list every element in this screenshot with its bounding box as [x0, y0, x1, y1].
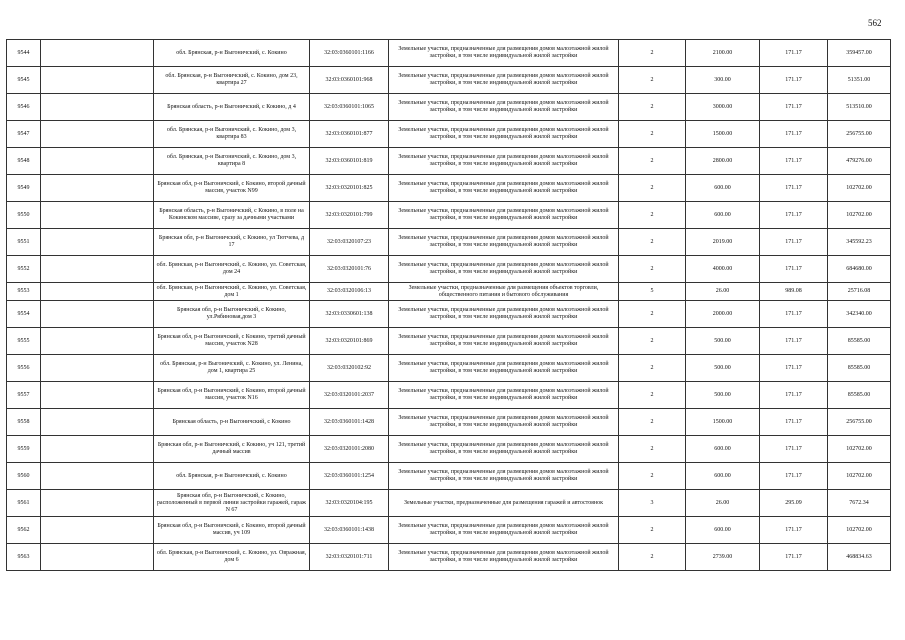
- table-row: [7, 175, 891, 202]
- specific-value-cell: 171.17: [760, 382, 828, 409]
- area-cell: 2739.00: [686, 544, 760, 571]
- row-number: 9549: [7, 175, 41, 202]
- table-row: [7, 121, 891, 148]
- table-row: [7, 517, 891, 544]
- cadastral-number-cell: 32:03:0320101:825: [310, 175, 389, 202]
- row-number: 9563: [7, 544, 41, 571]
- group-cell: 2: [619, 40, 686, 67]
- cadastral-number-cell: 32:03:0320107:23: [310, 229, 389, 256]
- blank-cell: [41, 283, 154, 301]
- group-cell: 2: [619, 409, 686, 436]
- blank-cell: [41, 67, 154, 94]
- group-cell: 2: [619, 121, 686, 148]
- specific-value-cell: 171.17: [760, 355, 828, 382]
- address-cell: обл. Брянская, р-н Выгоничский, с. Кокино, дом 23, квартира 27: [154, 67, 310, 94]
- address-cell: Брянская обл, р-н Выгоничский, с Кокино, второй дачный массив, уч 109: [154, 517, 310, 544]
- blank-cell: [41, 256, 154, 283]
- table-row: [7, 409, 891, 436]
- group-cell: 3: [619, 490, 686, 517]
- cadastral-number-cell: 32:03:0360101:968: [310, 67, 389, 94]
- land-use-cell: Земельные участки, предназначенные для размещения домов малоэтажной жилой застройки, в том числе индивидуальной жилой застройки: [389, 202, 619, 229]
- address-cell: обл. Брянская, р-н Выгоничский, с. Кокино, дом 3, квартира 83: [154, 121, 310, 148]
- land-use-cell: Земельные участки, предназначенные для размещения домов малоэтажной жилой застройки, в том числе индивидуальной жилой застройки: [389, 382, 619, 409]
- blank-cell: [41, 94, 154, 121]
- area-cell: 2019.00: [686, 229, 760, 256]
- blank-cell: [41, 544, 154, 571]
- specific-value-cell: 171.17: [760, 301, 828, 328]
- group-cell: 2: [619, 148, 686, 175]
- table-body: [7, 40, 891, 571]
- cadastral-number-cell: 32:03:0330601:138: [310, 301, 389, 328]
- land-use-cell: Земельные участки, предназначенные для размещения домов малоэтажной жилой застройки, в том числе индивидуальной жилой застройки: [389, 148, 619, 175]
- row-number: 9547: [7, 121, 41, 148]
- row-number: 9559: [7, 436, 41, 463]
- area-cell: 500.00: [686, 355, 760, 382]
- group-cell: 2: [619, 382, 686, 409]
- cadastral-number-cell: 32:03:0360101:1254: [310, 463, 389, 490]
- area-cell: 600.00: [686, 175, 760, 202]
- area-cell: 600.00: [686, 436, 760, 463]
- address-cell: обл. Брянская, р-н Выгоничский, с. Кокино, ул. Советская, дом 24: [154, 256, 310, 283]
- address-cell: Брянская обл, р-н Выгоничский, с Кокино, второй дачный массив, участок N99: [154, 175, 310, 202]
- row-number: 9553: [7, 283, 41, 301]
- group-cell: 2: [619, 67, 686, 94]
- address-cell: Брянская область, р-н Выгоничский, с Кокино, д 4: [154, 94, 310, 121]
- blank-cell: [41, 355, 154, 382]
- land-use-cell: Земельные участки, предназначенные для размещения домов малоэтажной жилой застройки, в том числе индивидуальной жилой застройки: [389, 301, 619, 328]
- blank-cell: [41, 328, 154, 355]
- table-row: [7, 436, 891, 463]
- cadastral-value-cell: 256755.00: [828, 121, 891, 148]
- cadastral-number-cell: 32:03:0320102:92: [310, 355, 389, 382]
- table-row: [7, 40, 891, 67]
- blank-cell: [41, 40, 154, 67]
- group-cell: 2: [619, 175, 686, 202]
- area-cell: 300.00: [686, 67, 760, 94]
- table-row: [7, 283, 891, 301]
- area-cell: 3000.00: [686, 94, 760, 121]
- row-number: 9545: [7, 67, 41, 94]
- table-row: [7, 355, 891, 382]
- address-cell: Брянская обл, р-н Выгоничский, с Кокино, ул Тютчева, д 17: [154, 229, 310, 256]
- land-use-cell: Земельные участки, предназначенные для размещения домов малоэтажной жилой застройки, в том числе индивидуальной жилой застройки: [389, 40, 619, 67]
- address-cell: обл. Брянская, р-н Выгоничский, с. Кокино, ул. Ленина, дом 1, квартира 25: [154, 355, 310, 382]
- cadastral-value-cell: 359457.00: [828, 40, 891, 67]
- specific-value-cell: 171.17: [760, 202, 828, 229]
- row-number: 9544: [7, 40, 41, 67]
- cadastral-number-cell: 32:03:0320106:13: [310, 283, 389, 301]
- cadastral-value-cell: 513510.00: [828, 94, 891, 121]
- address-cell: Брянская область, р-н Выгоничский, с Кокино: [154, 409, 310, 436]
- blank-cell: [41, 517, 154, 544]
- specific-value-cell: 171.17: [760, 409, 828, 436]
- address-cell: Брянская обл, р-н Выгоничский, с Кокино, уч 121, третий дачный массив: [154, 436, 310, 463]
- specific-value-cell: 171.17: [760, 94, 828, 121]
- group-cell: 2: [619, 229, 686, 256]
- land-use-cell: Земельные участки, предназначенные для размещения домов малоэтажной жилой застройки, в том числе индивидуальной жилой застройки: [389, 436, 619, 463]
- blank-cell: [41, 409, 154, 436]
- table-row: [7, 256, 891, 283]
- cadastral-number-cell: 32:03:0360101:1065: [310, 94, 389, 121]
- area-cell: 26.00: [686, 283, 760, 301]
- land-use-cell: Земельные участки, предназначенные для размещения гаражей и автостоянок: [389, 490, 619, 517]
- land-use-cell: Земельные участки, предназначенные для размещения домов малоэтажной жилой застройки, в том числе индивидуальной жилой застройки: [389, 355, 619, 382]
- area-cell: 500.00: [686, 382, 760, 409]
- area-cell: 4000.00: [686, 256, 760, 283]
- row-number: 9552: [7, 256, 41, 283]
- land-use-cell: Земельные участки, предназначенные для размещения домов малоэтажной жилой застройки, в том числе индивидуальной жилой застройки: [389, 328, 619, 355]
- cadastral-value-cell: 342340.00: [828, 301, 891, 328]
- address-cell: обл. Брянская, р-н Выгоничский, с. Кокино: [154, 463, 310, 490]
- cadastral-value-cell: 468834.63: [828, 544, 891, 571]
- table-row: [7, 544, 891, 571]
- address-cell: Брянская обл, р-н Выгоничский, с Кокино, третий дачный массив, участок N28: [154, 328, 310, 355]
- area-cell: 1500.00: [686, 121, 760, 148]
- table-row: [7, 229, 891, 256]
- table-row: [7, 148, 891, 175]
- cadastral-value-cell: 479276.00: [828, 148, 891, 175]
- area-cell: 2000.00: [686, 301, 760, 328]
- cadastral-number-cell: 32:03:0320104:195: [310, 490, 389, 517]
- specific-value-cell: 295.09: [760, 490, 828, 517]
- cadastral-number-cell: 32:03:0360101:1428: [310, 409, 389, 436]
- specific-value-cell: 171.17: [760, 175, 828, 202]
- area-cell: 1500.00: [686, 409, 760, 436]
- cadastral-value-cell: 102702.00: [828, 517, 891, 544]
- table-row: [7, 382, 891, 409]
- specific-value-cell: 171.17: [760, 544, 828, 571]
- land-use-cell: Земельные участки, предназначенные для размещения объектов торговли, общественного питания и бытового обслуживания: [389, 283, 619, 301]
- land-use-cell: Земельные участки, предназначенные для размещения домов малоэтажной жилой застройки, в том числе индивидуальной жилой застройки: [389, 67, 619, 94]
- land-use-cell: Земельные участки, предназначенные для размещения домов малоэтажной жилой застройки, в том числе индивидуальной жилой застройки: [389, 463, 619, 490]
- cadastral-number-cell: 32:03:0360101:1438: [310, 517, 389, 544]
- address-cell: Брянская обл, р-н Выгоничский, с Кокино, ул.Рябиновая,дом 3: [154, 301, 310, 328]
- group-cell: 2: [619, 94, 686, 121]
- land-use-cell: Земельные участки, предназначенные для размещения домов малоэтажной жилой застройки, в том числе индивидуальной жилой застройки: [389, 229, 619, 256]
- row-number: 9556: [7, 355, 41, 382]
- table-row: [7, 301, 891, 328]
- blank-cell: [41, 148, 154, 175]
- row-number: 9550: [7, 202, 41, 229]
- row-number: 9560: [7, 463, 41, 490]
- cadastral-number-cell: 32:03:0320101:869: [310, 328, 389, 355]
- land-use-cell: Земельные участки, предназначенные для размещения домов малоэтажной жилой застройки, в том числе индивидуальной жилой застройки: [389, 544, 619, 571]
- land-use-cell: Земельные участки, предназначенные для размещения домов малоэтажной жилой застройки, в том числе индивидуальной жилой застройки: [389, 94, 619, 121]
- cadastral-value-cell: 256755.00: [828, 409, 891, 436]
- specific-value-cell: 171.17: [760, 517, 828, 544]
- address-cell: Брянская область, р-н Выгоничский, с Кокино, в поле на Кокинском массиве, сразу за дачными участками: [154, 202, 310, 229]
- cadastral-value-cell: 85585.00: [828, 355, 891, 382]
- table-row: [7, 94, 891, 121]
- blank-cell: [41, 301, 154, 328]
- row-number: 9548: [7, 148, 41, 175]
- cadastral-value-cell: 25716.08: [828, 283, 891, 301]
- blank-cell: [41, 229, 154, 256]
- page-number: 562: [868, 18, 882, 28]
- cadastral-value-cell: 684680.00: [828, 256, 891, 283]
- group-cell: 2: [619, 544, 686, 571]
- group-cell: 5: [619, 283, 686, 301]
- table-row: [7, 202, 891, 229]
- land-use-cell: Земельные участки, предназначенные для размещения домов малоэтажной жилой застройки, в том числе индивидуальной жилой застройки: [389, 175, 619, 202]
- land-use-cell: Земельные участки, предназначенные для размещения домов малоэтажной жилой застройки, в том числе индивидуальной жилой застройки: [389, 121, 619, 148]
- address-cell: обл. Брянская, р-н Выгоничский, с. Кокино, ул. Овражная, дом 6: [154, 544, 310, 571]
- specific-value-cell: 171.17: [760, 463, 828, 490]
- specific-value-cell: 171.17: [760, 229, 828, 256]
- address-cell: обл. Брянская, р-н Выгоничский, с. Кокино, ул. Советская, дом 1: [154, 283, 310, 301]
- cadastral-number-cell: 32:03:0320101:2080: [310, 436, 389, 463]
- cadastral-value-table: [6, 39, 891, 571]
- area-cell: 2100.00: [686, 40, 760, 67]
- cadastral-value-cell: 345592.23: [828, 229, 891, 256]
- row-number: 9546: [7, 94, 41, 121]
- cadastral-number-cell: 32:03:0320101:711: [310, 544, 389, 571]
- land-use-cell: Земельные участки, предназначенные для размещения домов малоэтажной жилой застройки, в том числе индивидуальной жилой застройки: [389, 409, 619, 436]
- cadastral-value-cell: 102702.00: [828, 436, 891, 463]
- land-use-cell: Земельные участки, предназначенные для размещения домов малоэтажной жилой застройки, в том числе индивидуальной жилой застройки: [389, 517, 619, 544]
- group-cell: 2: [619, 463, 686, 490]
- cadastral-value-cell: 102702.00: [828, 202, 891, 229]
- cadastral-number-cell: 32:03:0360101:877: [310, 121, 389, 148]
- row-number: 9562: [7, 517, 41, 544]
- table-row: [7, 328, 891, 355]
- specific-value-cell: 171.17: [760, 40, 828, 67]
- blank-cell: [41, 436, 154, 463]
- area-cell: 26.00: [686, 490, 760, 517]
- group-cell: 2: [619, 301, 686, 328]
- specific-value-cell: 171.17: [760, 148, 828, 175]
- cadastral-number-cell: 32:03:0320101:2037: [310, 382, 389, 409]
- land-use-cell: Земельные участки, предназначенные для размещения домов малоэтажной жилой застройки, в том числе индивидуальной жилой застройки: [389, 256, 619, 283]
- row-number: 9557: [7, 382, 41, 409]
- table-row: [7, 490, 891, 517]
- address-cell: Брянская обл, р-н Выгоничский, с Кокино, расположенный в первой линии застройки гаражей, гараж N 67: [154, 490, 310, 517]
- table-row: [7, 67, 891, 94]
- group-cell: 2: [619, 436, 686, 463]
- address-cell: обл. Брянская, р-н Выгоничский, с. Кокино, дом 3, квартира 8: [154, 148, 310, 175]
- area-cell: 600.00: [686, 202, 760, 229]
- cadastral-number-cell: 32:03:0360101:819: [310, 148, 389, 175]
- cadastral-value-cell: 85585.00: [828, 382, 891, 409]
- row-number: 9554: [7, 301, 41, 328]
- group-cell: 2: [619, 517, 686, 544]
- blank-cell: [41, 382, 154, 409]
- cadastral-value-cell: 102702.00: [828, 463, 891, 490]
- cadastral-number-cell: 32:03:0360101:1166: [310, 40, 389, 67]
- specific-value-cell: 171.17: [760, 328, 828, 355]
- blank-cell: [41, 202, 154, 229]
- row-number: 9558: [7, 409, 41, 436]
- cadastral-value-cell: 7672.34: [828, 490, 891, 517]
- specific-value-cell: 171.17: [760, 436, 828, 463]
- area-cell: 2800.00: [686, 148, 760, 175]
- cadastral-value-cell: 85585.00: [828, 328, 891, 355]
- table-row: [7, 463, 891, 490]
- cadastral-value-cell: 102702.00: [828, 175, 891, 202]
- blank-cell: [41, 121, 154, 148]
- blank-cell: [41, 463, 154, 490]
- row-number: 9551: [7, 229, 41, 256]
- address-cell: Брянская обл, р-н Выгоничский, с Кокино, второй дачный массив, участок N16: [154, 382, 310, 409]
- group-cell: 2: [619, 202, 686, 229]
- area-cell: 600.00: [686, 463, 760, 490]
- specific-value-cell: 171.17: [760, 67, 828, 94]
- address-cell: обл. Брянская, р-н Выгоничский, с. Кокино: [154, 40, 310, 67]
- cadastral-number-cell: 32:03:0320101:799: [310, 202, 389, 229]
- blank-cell: [41, 490, 154, 517]
- row-number: 9561: [7, 490, 41, 517]
- cadastral-value-cell: 51351.00: [828, 67, 891, 94]
- blank-cell: [41, 175, 154, 202]
- specific-value-cell: 171.17: [760, 121, 828, 148]
- group-cell: 2: [619, 355, 686, 382]
- area-cell: 600.00: [686, 517, 760, 544]
- specific-value-cell: 989.08: [760, 283, 828, 301]
- group-cell: 2: [619, 256, 686, 283]
- group-cell: 2: [619, 328, 686, 355]
- cadastral-number-cell: 32:03:0320101:76: [310, 256, 389, 283]
- area-cell: 500.00: [686, 328, 760, 355]
- row-number: 9555: [7, 328, 41, 355]
- specific-value-cell: 171.17: [760, 256, 828, 283]
